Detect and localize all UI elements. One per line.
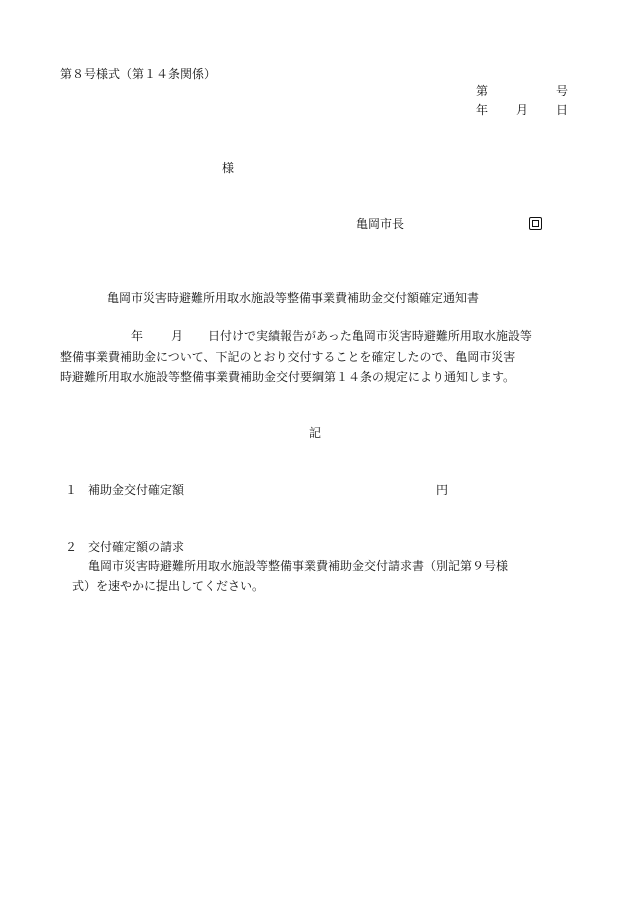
body-year-label: 年 [131,329,144,343]
date-month-label: 月 [516,103,529,117]
seal-icon [529,217,542,234]
item-2-detail-line-2: 式）を速やかに提出してください。 [72,579,265,593]
item-1-unit: 円 [436,483,449,497]
item-1-label: 補助金交付確定額 [88,483,185,497]
issuer-title: 亀岡市長 [356,217,405,231]
form-label: 第８号様式（第１４条関係） [60,67,217,81]
ki-heading: 記 [309,426,322,440]
item-2-number: ２ [65,540,78,554]
document-title: 亀岡市災害時避難所用取水施設等整備事業費補助金交付額確定通知書 [107,291,480,305]
addressee-honorific: 様 [222,161,235,175]
body-line-2: 整備事業費補助金について、下記のとおり交付することを確定したので、亀岡市災害 [60,350,516,364]
item-2-detail-line-1: 亀岡市災害時避難所用取水施設等整備事業費補助金交付請求書（別記第９号様 [88,559,509,573]
item-2-label: 交付確定額の請求 [88,540,185,554]
number-suffix: 号 [556,84,569,98]
body-line-3: 時避難所用取水施設等整備事業費補助金交付要綱第１４条の規定により通知します。 [60,370,516,384]
date-year-label: 年 [476,103,489,117]
body-month-label: 月 [171,329,184,343]
date-day-label: 日 [556,103,569,117]
item-1-number: １ [65,483,78,497]
number-prefix: 第 [476,84,489,98]
body-line-1: 日付けで実績報告があった亀岡市災害時避難所用取水施設等 [208,329,532,343]
